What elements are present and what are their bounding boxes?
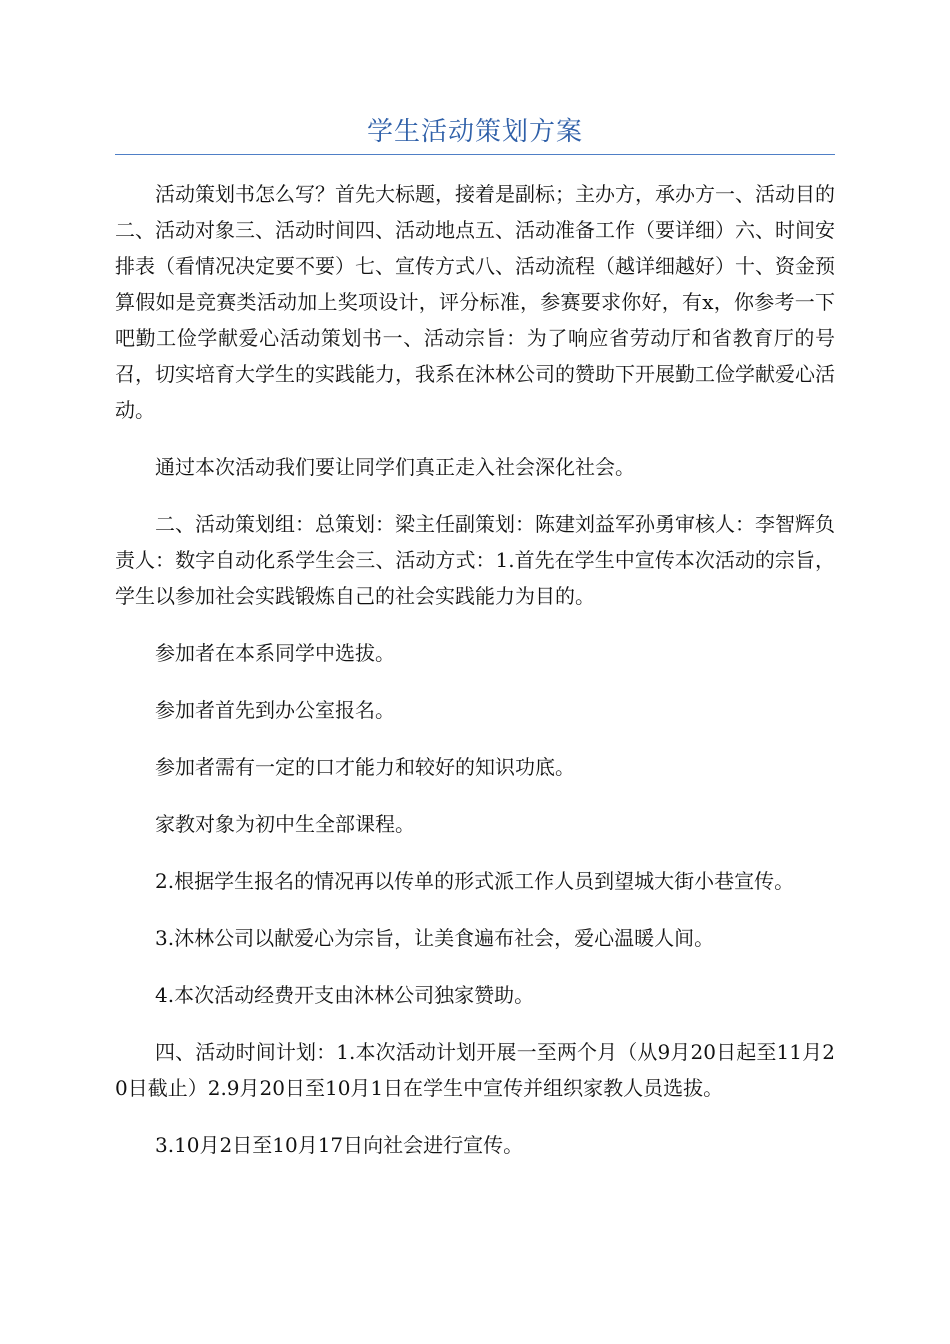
title-divider: [115, 154, 835, 155]
paragraph-9: 3.沐林公司以献爱心为宗旨，让美食遍布社会，爱心温暖人间。: [155, 926, 715, 950]
paragraph-5: 参加者首先到办公室报名。: [155, 698, 395, 722]
paragraph-4: 参加者在本系同学中选拔。: [155, 641, 395, 665]
paragraph-2: 通过本次活动我们要让同学们真正走入社会深化社会。: [155, 455, 635, 479]
paragraph-10: 4.本次活动经费开支由沐林公司独家赞助。: [155, 983, 535, 1007]
paragraph-6: 参加者需有一定的口才能力和较好的知识功底。: [155, 755, 575, 779]
document-body: [115, 176, 835, 1184]
paragraph-1: 活动策划书怎么写？首先大标题，接着是副标；主办方，承办方一、活动目的二、活动对象三、活动时间四、活动地点五、活动准备工作（要详细）六、时间安排表（看情况决定要不要）七、宣传方式八、活动流程（越详细越好）十、资金预算假如是竞赛类活动加上奖项设计，评分标准，参赛要求你好，有x，你参考一下吧勤工俭学献爱心活动策划书一、活动宗旨：为了响应省劳动厅和省教育厅的号召，切实培育大学生的实践能力，我系在沐林公司的赞助下开展勤工俭学献爱心活动。: [115, 182, 835, 422]
paragraph-8: 2.根据学生报名的情况再以传单的形式派工作人员到望城大街小巷宣传。: [155, 869, 795, 893]
paragraph-7: 家教对象为初中生全部课程。: [155, 812, 415, 836]
paragraph-3: 二、活动策划组：总策划：梁主任副策划：陈建刘益军孙勇审核人：李智辉负责人：数字自动化系学生会三、活动方式：1.首先在学生中宣传本次活动的宗旨，学生以参加社会实践锻炼自己的社会实践能力为目的。: [115, 512, 835, 608]
paragraph-11: 四、活动时间计划：1.本次活动计划开展一至两个月（从9月20日起至11月20日截止）2.9月20日至10月1日在学生中宣传并组织家教人员选拔。: [115, 1040, 835, 1100]
page-title: 学生活动策划方案: [366, 117, 583, 147]
paragraph-12: 3.10月2日至10月17日向社会进行宣传。: [155, 1133, 524, 1157]
